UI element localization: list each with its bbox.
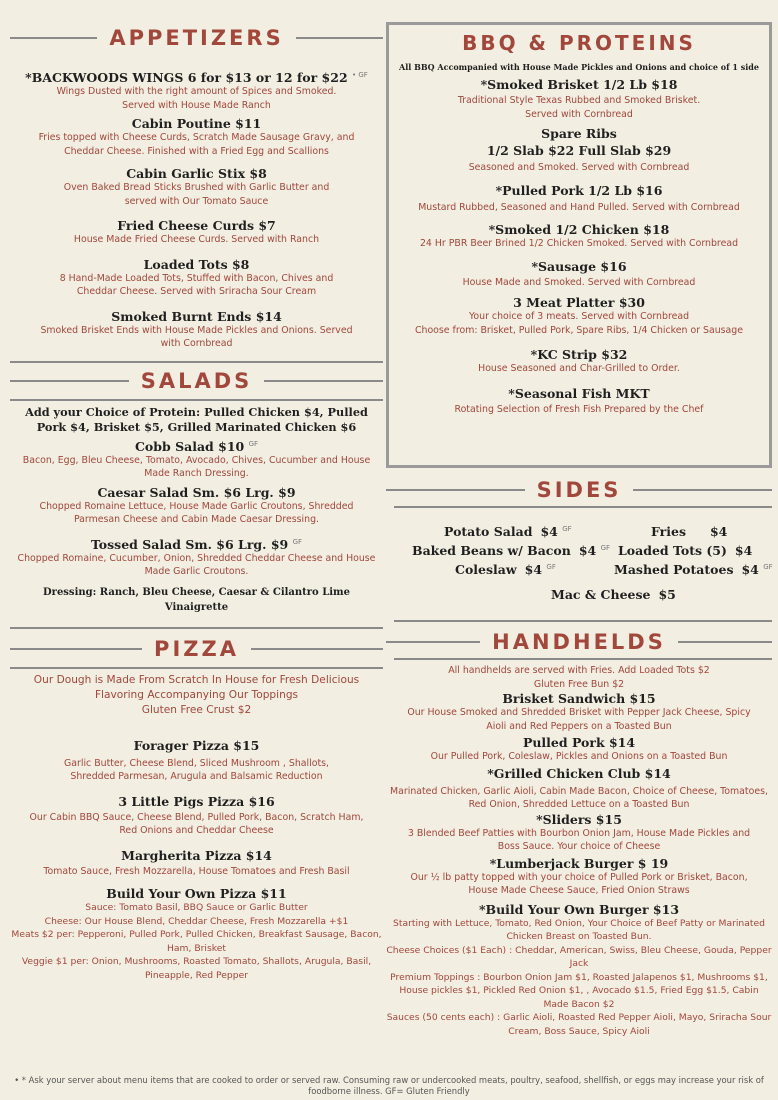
side-name: Baked Beans w/ Bacon [412,543,571,558]
item-name: Fried Cheese Curds $7 [117,218,276,234]
side-item [614,562,773,577]
handhelds-header [386,630,772,654]
item-description: Your choice of 3 meats. Served with Cornbread Choose from: Brisket, Pulled Pork, Spare Ribs, 1/4 Chicken or Sausage [414,311,744,336]
section-title: APPETIZERS [109,26,284,50]
section-title: SALADS [140,368,253,393]
gf-bun-note: Gluten Free Bun $2 [533,678,625,690]
side-item [455,562,556,577]
item-description: Chopped Romaine, Cucumber, Onion, Shredded Cheddar Cheese and House Made Garlic Croutons. [17,552,376,578]
item-name: Pulled Pork $14 [522,735,636,750]
side-price: $5 [658,587,676,602]
item-description: Seasoned and Smoked. Served with Cornbread [468,162,690,173]
divider [386,489,525,491]
menu-item [395,259,763,290]
salads-header [10,369,383,393]
divider [633,489,772,491]
divider [10,399,383,401]
salad-protein-note: Add your Choice of Protein: Pulled Chicken $4, Pulled Pork $4, Brisket $5, Grilled Marinated Chicken $6 [25,404,368,434]
side-name: Coleslaw [455,562,517,577]
pizza-dough-note: Our Dough is Made From Scratch In House for Fresh Delicious Flavoring Accompanying Our Toppings [33,673,360,701]
item-name: Loaded Tots $8 [143,256,250,272]
divider [394,658,772,660]
side-price: $4 [734,543,753,558]
handhelds-note: All handhelds are served with Fries. Add Loaded Tots $2 [448,665,710,676]
item-description: Fries topped with Cheese Curds, Scratch Made Sausage Gravy, and Cheddar Cheese. Finished with a Fried Egg and Scallions [38,132,355,157]
menu-item [395,347,763,376]
divider [10,361,383,363]
side-name: Fries [651,524,686,539]
divider [678,641,772,643]
menu-item [395,125,763,175]
side-price: $4 [578,543,597,558]
side-price: $4 [524,562,543,577]
item-name: Cobb Salad $10 [134,438,245,454]
item-description: Our Pulled Pork, Coleslaw, Pickles and Onions on a Toasted Bun [430,751,728,762]
divider [386,641,480,643]
menu-item [395,222,763,251]
item-name: *Pulled Pork 1/2 Lb $16 [495,182,663,198]
item-description: Rotating Selection of Fresh Fish Prepared by the Chef [454,403,704,415]
side-item [651,524,727,539]
menu-item [386,691,772,733]
gf-tag: GF [292,537,303,546]
menu-item [395,183,763,215]
item-name: *Sausage $16 [531,258,627,274]
bbq-box [386,22,772,468]
divider [296,37,383,39]
item-description: 3 Blended Beef Patties with Bourbon Onion Jam, House Made Pickles and Boss Sauce. Your choice of Cheese [407,827,751,852]
item-name: Tossed Salad Sm. $6 Lrg. $9 [90,536,289,552]
side-item [551,587,676,602]
menu-item [395,386,763,417]
item-description: Wings Dusted with the right amount of Spices and Smoked. Served with House Made Ranch [56,86,337,111]
left-column [10,22,383,982]
item-description: Our ½ lb patty topped with your choice of Pulled Pork or Brisket, Bacon, House Made Cheese Sauce, Fried Onion Straws [410,871,748,896]
gf-tag: • GF [352,71,368,79]
divider [10,37,97,39]
item-description: Garlic Butter, Cheese Blend, Sliced Mushroom , Shallots, Shredded Parmesan, Arugula and Balsamic Reduction [63,757,329,783]
menu-item [10,535,383,579]
divider [10,648,142,650]
menu-item [10,257,383,299]
item-name: *Grilled Chicken Club $14 [487,765,671,781]
item-name: Spare Ribs 1/2 Slab $22 Full Slab $29 [486,126,672,158]
menu-item [10,794,383,838]
menu-item [395,295,763,337]
divider [10,667,383,669]
item-description: Tomato Sauce, Fresh Mozzarella, House Tomatoes and Fresh Basil [43,865,350,877]
section-title: BBQ & PROTEINS [462,31,696,55]
menu-item [10,485,383,527]
dressing-options: Dressing: Ranch, Bleu Cheese, Caesar & Cilantro Lime Vinaigrette [43,586,350,613]
item-name: *Smoked Brisket 1/2 Lb $18 [480,77,678,92]
divider [394,506,772,508]
menu-item [386,812,772,854]
menu-item [10,166,383,208]
menu-item [386,766,772,812]
item-name: *Smoked 1/2 Chicken $18 [488,222,670,237]
item-name: *BACKWOODS WINGS 6 for $13 or 12 for $22 [25,70,348,86]
side-name: Mashed Potatoes [614,562,734,577]
menu-item [386,902,772,1039]
sides-header [386,478,772,502]
menu-item [10,68,383,112]
item-name: 3 Meat Platter $30 [513,295,645,310]
side-item [618,543,752,558]
menu-item [395,77,763,121]
appetizers-header [10,26,383,50]
item-description: Sauce: Tomato Basil, BBQ Sauce or Garlic Butter Cheese: Our House Blend, Cheddar Cheese, Fresh Mozzarella +$1 Meats $2 per: Pepperoni, Pulled Pork, Pulled Chicken, Breakfast Sausage, Bacon, Ham, Brisket Veggie $1 per: Onion, Mushrooms, Roasted Tomato, Shallots, Arugula, Basil, Pineapple, Red Pepper [11,902,382,981]
menu-item [10,848,383,879]
divider [10,627,383,629]
item-name: 3 Little Pigs Pizza $16 [118,793,275,809]
divider [10,380,129,382]
side-price: $4 [709,524,728,539]
item-description: Marinated Chicken, Garlic Aioli, Cabin Made Bacon, Choice of Cheese, Tomatoes, Red Onion, Shredded Lettuce on a Toasted Bun [390,785,768,810]
menu-item [10,309,383,351]
side-price: $4 [741,562,759,577]
item-description: House Seasoned and Char-Grilled to Order. [478,363,680,374]
bbq-header [395,31,763,55]
right-column [386,22,772,1038]
gf-crust-note: Gluten Free Crust $2 [141,703,252,716]
item-description: Smoked Brisket Ends with House Made Pickles and Onions. Served with Cornbread [40,324,353,350]
item-description: Traditional Style Texas Rubbed and Smoked Brisket. Served with Cornbread [457,95,701,120]
allergen-disclaimer: • * Ask your server about menu items that are cooked to order or served raw. Consuming raw or undercooked meats, poultry, seafood, shellfish, or eggs may increase your risk of foodborne illness. GF= Gluten Friendly [14,1075,764,1096]
item-name: Cabin Garlic Stix $8 [126,166,267,182]
side-name: Loaded Tots (5) [618,543,727,558]
item-description: Our House Smoked and Shredded Brisket with Pepper Jack Cheese, Spicy Aioli and Red Peppers on a Toasted Bun [407,707,751,732]
item-description: Starting with Lettuce, Tomato, Red Onion, Your Choice of Beef Patty or Marinated Chicken Breast on Toasted Bun. Cheese Choices ($1 Each) : Cheddar, American, Swiss, Bleu Cheese, Gouda, Pepper Jack Premium Toppings : Bourbon Onion Jam $1, Roasted Jalapenos $1, Mushrooms $1, House pickles $1, Pickled Red Onion $1, , Avocado $1.5, Fried Egg $1.5, Cabin Made Bacon $2 Sauces (50 cents each) : Garlic Aioli, Roasted Red Pepper Aioli, Mayo, Sriracha Sour Cream, Boss Sauce, Spicy Aioli [386,917,772,1037]
bbq-accompaniment-note: All BBQ Accompanied with House Made Pickles and Onions and choice of 1 side [399,62,759,72]
side-item [444,524,572,539]
item-description: 8 Hand-Made Loaded Tots, Stuffed with Bacon, Chives and Cheddar Cheese. Served with Sriracha Sour Cream [59,272,334,298]
menu-item [386,735,772,764]
divider [394,620,772,622]
item-name: *KC Strip $32 [530,347,628,362]
item-name: Forager Pizza $15 [133,737,260,753]
item-description: Chopped Romaine Lettuce, House Made Garlic Croutons, Shredded Parmesan Cheese and Cabin Made Caesar Dressing. [39,500,354,526]
menu-item [386,856,772,898]
gf-tag: GF [600,543,611,552]
item-name: Caesar Salad Sm. $6 Lrg. $9 [97,484,296,500]
side-name: Potato Salad [444,524,533,539]
item-name: Smoked Burnt Ends $14 [111,308,282,324]
item-description: 24 Hr PBR Beer Brined 1/2 Chicken Smoked. Served with Cornbread [419,238,739,249]
side-price: $4 [540,524,558,539]
menu-item [10,116,383,158]
side-name: Mac & Cheese [551,587,651,602]
section-title: HANDHELDS [492,630,666,654]
item-name: Build Your Own Pizza $11 [106,886,287,902]
menu-item [10,437,383,481]
gf-tag: GF [763,562,773,571]
menu-item [10,218,383,247]
item-name: *Seasonal Fish MKT [508,385,650,401]
section-title: SIDES [536,478,622,502]
item-name: *Sliders $15 [536,811,622,827]
menu-item [10,738,383,784]
item-description: Bacon, Egg, Bleu Cheese, Tomato, Avocado, Chives, Cucumber and House Made Ranch Dressing. [22,454,371,480]
pizza-header [10,637,383,661]
item-description: House Made and Smoked. Served with Cornbread [462,276,696,288]
item-description: Mustard Rubbed, Seasoned and Hand Pulled. Served with Cornbread [418,201,740,213]
item-name: Margherita Pizza $14 [121,847,272,863]
sides-list [386,524,772,616]
divider [264,380,383,382]
item-name: *Build Your Own Burger $13 [478,901,680,917]
item-description: Oven Baked Bread Sticks Brushed with Garlic Butter and served with Our Tomato Sauce [63,182,330,207]
gf-tag: GF [546,562,556,571]
divider [251,648,383,650]
item-description: Our Cabin BBQ Sauce, Cheese Blend, Pulled Pork, Bacon, Scratch Ham, Red Onions and Cheddar Cheese [29,811,364,837]
item-name: *Lumberjack Burger $ 19 [489,855,669,871]
menu-item [10,886,383,982]
section-title: PIZZA [154,636,239,661]
gf-tag: GF [562,524,572,533]
item-name: Brisket Sandwich $15 [502,691,656,706]
item-description: House Made Fried Cheese Curds. Served with Ranch [73,234,320,246]
gf-tag: GF [248,439,259,448]
item-name: Cabin Poutine $11 [131,116,262,132]
side-item [412,543,610,558]
